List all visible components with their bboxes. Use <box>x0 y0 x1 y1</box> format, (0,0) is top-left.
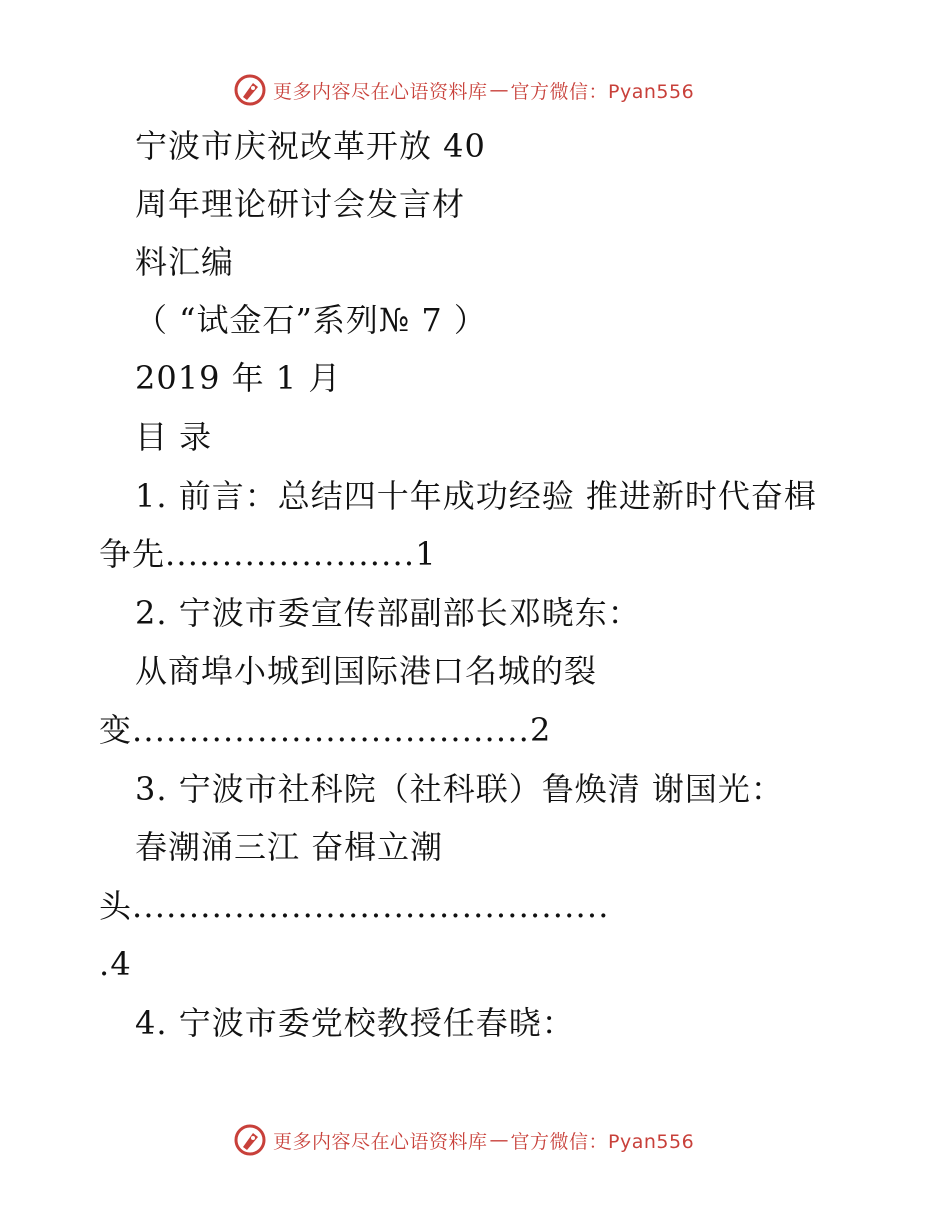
watermark-top <box>233 72 694 108</box>
toc-item-3-dot-leader: .......................................... <box>132 887 610 925</box>
pen-nib-logo-icon <box>233 73 267 107</box>
document-title-line-1: 宁波市庆祝改革开放 40 <box>135 127 486 165</box>
toc-item-4-number: 4. <box>135 1004 168 1042</box>
watermark-dash: — <box>489 79 509 101</box>
toc-item-4-title <box>135 1003 575 1043</box>
watermark-dash: — <box>489 1129 509 1151</box>
toc-item-1-continuation: 争先 <box>99 535 166 573</box>
toc-item-2-subtitle: 从商埠小城到国际港口名城的裂 <box>135 652 598 690</box>
toc-item-3-title <box>135 769 784 809</box>
watermark-text: 更多内容尽在心语资料库 <box>273 1130 488 1153</box>
toc-item-3-subtitle: 春潮涌三江 奋楫立潮 <box>135 828 444 866</box>
watermark-bottom <box>233 1122 694 1158</box>
toc-item-3-page-line <box>99 944 132 984</box>
toc-item-2-number: 2. <box>135 594 168 632</box>
publication-date: 2019 年 1 月 <box>135 359 342 397</box>
toc-item-3-leader-line <box>99 886 610 926</box>
toc-item-3-number: 3. <box>135 770 168 808</box>
toc-item-1-page: 1 <box>415 535 437 573</box>
toc-item-2-dot-leader: ................................... <box>132 711 531 749</box>
toc-item-1-number: 1. <box>135 477 168 515</box>
toc-item-2-text: 宁波市委宣传部副部长邓晓东： <box>178 594 641 632</box>
toc-item-1-leader-line <box>99 534 437 574</box>
toc-item-1-title <box>135 476 817 516</box>
toc-item-2-leader-line <box>99 710 551 750</box>
watermark-text: 更多内容尽在心语资料库 <box>273 80 488 103</box>
toc-item-2-page: 2 <box>530 711 552 749</box>
toc-item-2-continuation: 变 <box>99 711 133 749</box>
document-title-line-3: 料汇编 <box>135 243 235 281</box>
document-title-line-2: 周年理论研讨会发言材 <box>135 185 466 223</box>
watermark-contact: 官方微信：Pyan556 <box>510 80 695 103</box>
toc-item-3-page: 4 <box>110 945 132 983</box>
toc-item-3-dot-leader-end: . <box>99 945 111 983</box>
toc-item-4-text: 宁波市委党校教授任春晓： <box>178 1004 575 1042</box>
toc-item-2-title <box>135 593 641 633</box>
watermark-contact: 官方微信：Pyan556 <box>510 1130 695 1153</box>
pen-nib-logo-icon <box>233 1123 267 1157</box>
toc-item-3-continuation: 头 <box>99 887 133 925</box>
toc-item-1-dot-leader: ...................... <box>165 535 416 573</box>
series-label: （ “试金石”系列№ 7 ） <box>135 301 487 339</box>
toc-item-3-text: 宁波市社科院（社科联）鲁焕清 谢国光： <box>178 770 784 808</box>
toc-heading: 目 录 <box>135 418 213 456</box>
toc-item-1-text: 前言：总结四十年成功经验 推进新时代奋楫 <box>178 477 817 515</box>
